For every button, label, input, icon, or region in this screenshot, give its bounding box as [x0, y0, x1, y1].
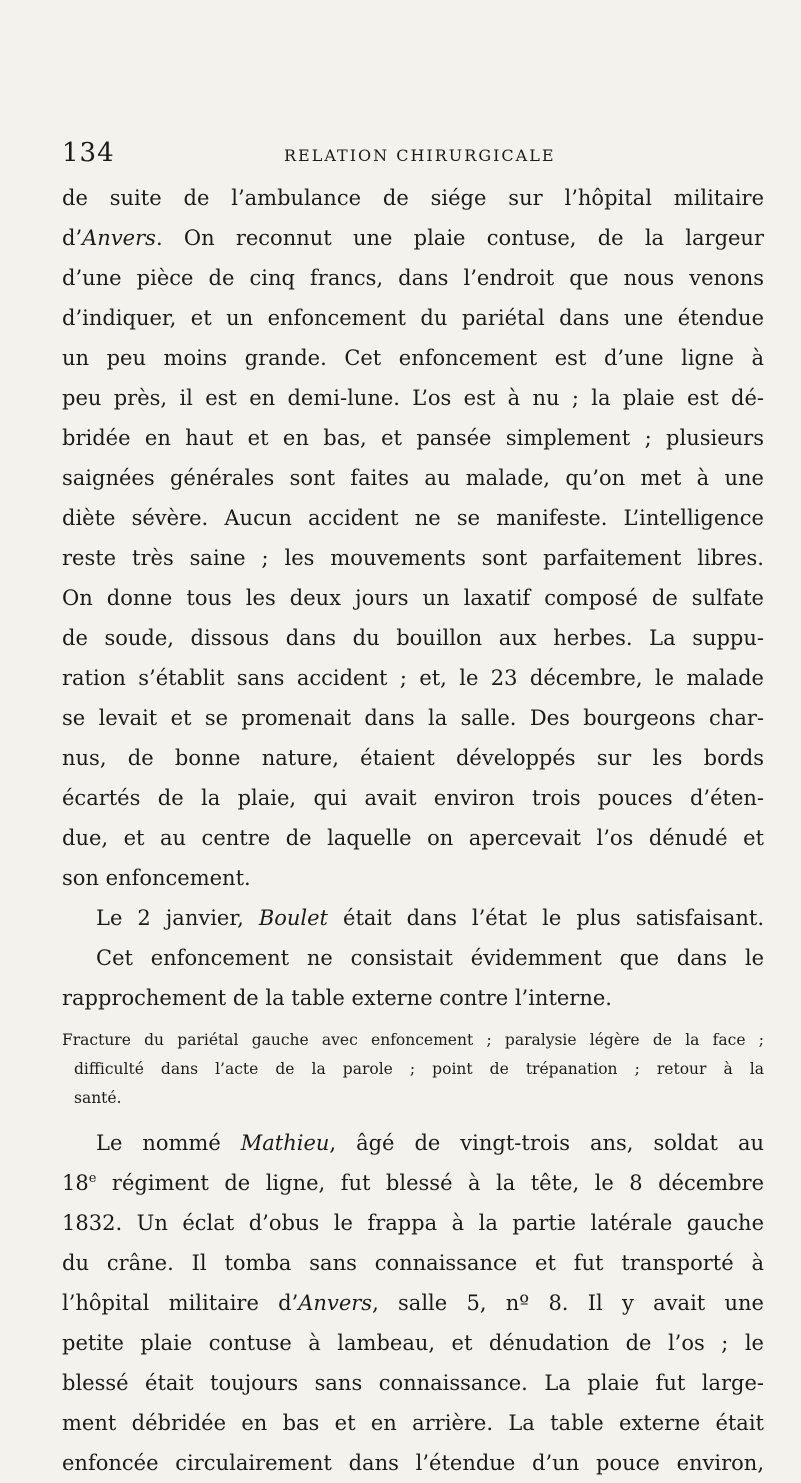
text-line: de suite de l’ambulance de siége sur l’hôpital militaire	[62, 186, 764, 210]
text-line: d’une pièce de cinq francs, dans l’endroit que nous venons	[62, 266, 764, 290]
text-line: saignées générales sont faites au malade, qu’on met à une	[62, 466, 764, 490]
page-body	[62, 178, 764, 1483]
place-name: Anvers	[82, 226, 156, 250]
patient-name: Boulet	[258, 906, 328, 930]
paragraph-3	[62, 938, 764, 1018]
paragraph-4	[62, 1123, 764, 1483]
text-line: se levait et se promenait dans la salle. Des bourgeons char-	[62, 706, 764, 730]
text-line: On donne tous les deux jours un laxatif composé de sulfate	[62, 586, 764, 610]
running-head: RELATION CHIRURGICALE	[284, 146, 556, 165]
text-line: enfoncée circulairement dans l’étendue d’un pouce environ,	[62, 1451, 764, 1475]
text-line: d’indiquer, et un enfoncement du pariétal dans une étendue	[62, 306, 764, 330]
text-line: petite plaie contuse à lambeau, et dénudation de l’os ; le	[62, 1331, 764, 1355]
text-line: Le nommé Mathieu, âgé de vingt-trois ans, soldat au	[96, 1131, 765, 1155]
case-heading	[62, 1026, 764, 1113]
patient-name: Mathieu	[240, 1131, 330, 1155]
place-name: Anvers	[298, 1291, 373, 1315]
text-line: rapprochement de la table externe contre l’interne.	[62, 986, 612, 1010]
paragraph-1	[62, 178, 764, 898]
text-line: un peu moins grande. Cet enfoncement est d’une ligne à	[62, 346, 764, 370]
text-line: diète sévère. Aucun accident ne se manifeste. L’intelligence	[62, 506, 764, 530]
heading-line: Fracture du pariétal gauche avec enfoncement ; paralysie légère de la face ;	[62, 1031, 764, 1049]
text-line: bridée en haut et en bas, et pansée simplement ; plusieurs	[62, 426, 764, 450]
text-line: Cet enfoncement ne consistait évidemment que dans le	[96, 946, 764, 970]
heading-line: santé.	[74, 1089, 122, 1107]
text-line: ration s’établit sans accident ; et, le 23 décembre, le malade	[62, 666, 764, 690]
heading-line: difficulté dans l’acte de la parole ; point de trépanation ; retour à la	[74, 1060, 764, 1078]
text-line: due, et au centre de laquelle on apercevait l’os dénudé et	[62, 826, 764, 850]
text-line: l’hôpital militaire d’Anvers, salle 5, nº 8. Il y avait une	[62, 1291, 764, 1315]
text-line: écartés de la plaie, qui avait environ trois pouces d’éten-	[62, 786, 764, 810]
text-line: du crâne. Il tomba sans connaissance et fut transporté à	[62, 1251, 764, 1275]
text-line: d’Anvers. On reconnut une plaie contuse, de la largeur	[62, 226, 764, 250]
page-header	[62, 138, 762, 178]
page-number: 134	[62, 138, 115, 168]
text-line: ment débridée en bas et en arrière. La table externe était	[62, 1411, 764, 1435]
text-line: Le 2 janvier, Boulet était dans l’état le plus satisfaisant.	[96, 906, 765, 930]
text-line: blessé était toujours sans connaissance. La plaie fut large-	[62, 1371, 764, 1395]
text-line: 1832. Un éclat d’obus le frappa à la partie latérale gauche	[62, 1211, 764, 1235]
paragraph-2	[62, 898, 764, 938]
text-line: reste très saine ; les mouvements sont parfaitement libres.	[62, 546, 764, 570]
text-line: son enfoncement.	[62, 866, 251, 890]
text-line: 18e régiment de ligne, fut blessé à la tête, le 8 décembre	[62, 1171, 764, 1195]
text-line: peu près, il est en demi-lune. L’os est à nu ; la plaie est dé-	[62, 386, 764, 410]
text-line: nus, de bonne nature, étaient développés sur les bords	[62, 746, 764, 770]
text-line: de soude, dissous dans du bouillon aux herbes. La suppu-	[62, 626, 764, 650]
